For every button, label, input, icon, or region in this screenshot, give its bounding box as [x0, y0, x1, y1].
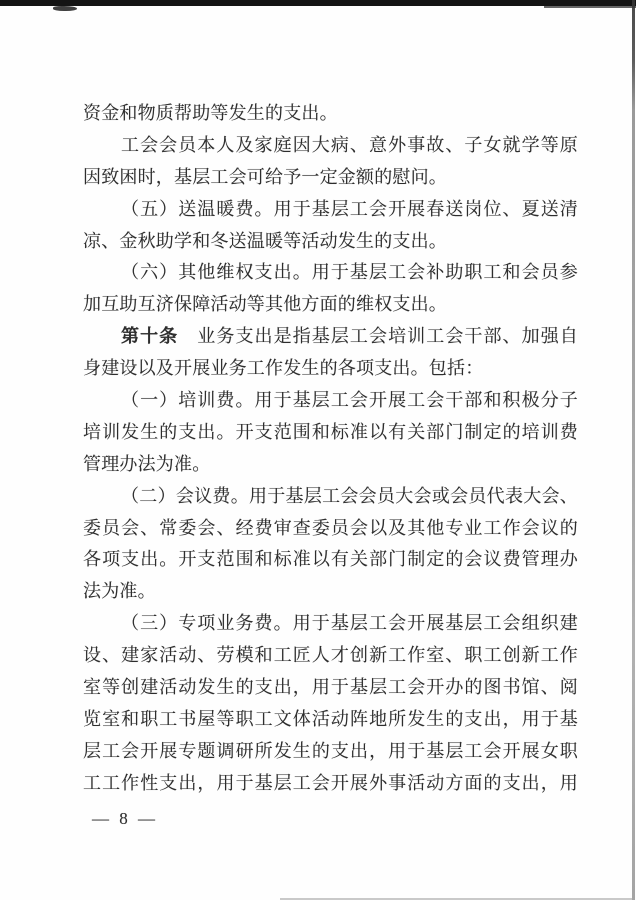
- text-line: [83, 289, 578, 321]
- document-body: [83, 98, 578, 800]
- line-text: 身建设以及开展业务工作发生的各项支出。包括：: [83, 358, 484, 379]
- page-number: — 8 —: [92, 809, 158, 828]
- line-text: 培训发生的支出。开支范围和标准以有关部门制定的培训费: [83, 421, 578, 442]
- line-text: 凉、金秋助学和冬送温暖等活动发生的支出。: [83, 230, 447, 251]
- text-line: [83, 98, 578, 130]
- scan-top-right-wedge: [544, 0, 636, 9]
- text-line: [83, 162, 578, 194]
- line-text: 室等创建活动发生的支出，用于基层工会开办的图书馆、阅: [83, 677, 578, 698]
- text-line: [83, 768, 578, 800]
- text-line: [83, 194, 578, 226]
- text-line: [83, 576, 578, 608]
- text-line: [83, 226, 578, 258]
- line-text: 委员会、常委会、经费审查委员会以及其他专业工作会议的: [83, 517, 578, 538]
- line-text: （五）送温暖费。用于基层工会开展春送岗位、夏送清: [121, 198, 578, 219]
- text-line: [83, 544, 578, 576]
- text-line: [83, 130, 578, 162]
- line-text: 因致困时，基层工会可给予一定金额的慰问。: [83, 166, 447, 187]
- text-line: [83, 449, 578, 481]
- line-text: 加互助互济保障活动等其他方面的维权支出。: [83, 294, 447, 315]
- line-text: 层工会开展专题调研所发生的支出，用于基层工会开展女职: [83, 740, 578, 761]
- line-text: 览室和职工书屋等职工文体活动阵地所发生的支出，用于基: [83, 708, 578, 729]
- line-text: （二）会议费。用于基层工会会员大会或会员代表大会、: [121, 485, 578, 506]
- line-text: （六）其他维权支出。用于基层工会补助职工和会员参: [121, 262, 578, 283]
- text-line: [83, 608, 578, 640]
- scan-smudge: [53, 6, 77, 11]
- text-line: [83, 353, 578, 385]
- line-text: （三）专项业务费。用于基层工会开展基层工会组织建: [121, 613, 578, 634]
- article-number: 第十条: [121, 326, 179, 347]
- text-line: [83, 736, 578, 768]
- line-text: 各项支出。开支范围和标准以有关部门制定的会议费管理办: [83, 549, 578, 570]
- text-line: [83, 513, 578, 545]
- scan-right-edge: [632, 0, 635, 900]
- line-text: 管理办法为准。: [83, 453, 211, 474]
- scan-top-bar: [0, 0, 636, 6]
- text-line: [83, 640, 578, 672]
- line-text: 资金和物质帮助等发生的支出。: [83, 103, 338, 123]
- text-line: [83, 672, 578, 704]
- line-text: 设、建家活动、劳模和工匠人才创新工作室、职工创新工作: [83, 645, 578, 666]
- line-text: 工工作性支出，用于基层工会开展外事活动方面的支出，用: [83, 772, 578, 793]
- text-line: [83, 385, 578, 417]
- text-line: [83, 704, 578, 736]
- line-text: （一）培训费。用于基层工会开展工会干部和积极分子: [121, 390, 578, 411]
- line-text: 业务支出是指基层工会培训工会干部、加强自: [178, 326, 578, 347]
- line-text: 法为准。: [83, 581, 156, 602]
- text-line: [83, 257, 578, 289]
- text-line: [83, 321, 578, 353]
- text-line: [83, 481, 578, 513]
- line-text: 工会会员本人及家庭因大病、意外事故、子女就学等原: [121, 134, 578, 155]
- text-line: [83, 417, 578, 449]
